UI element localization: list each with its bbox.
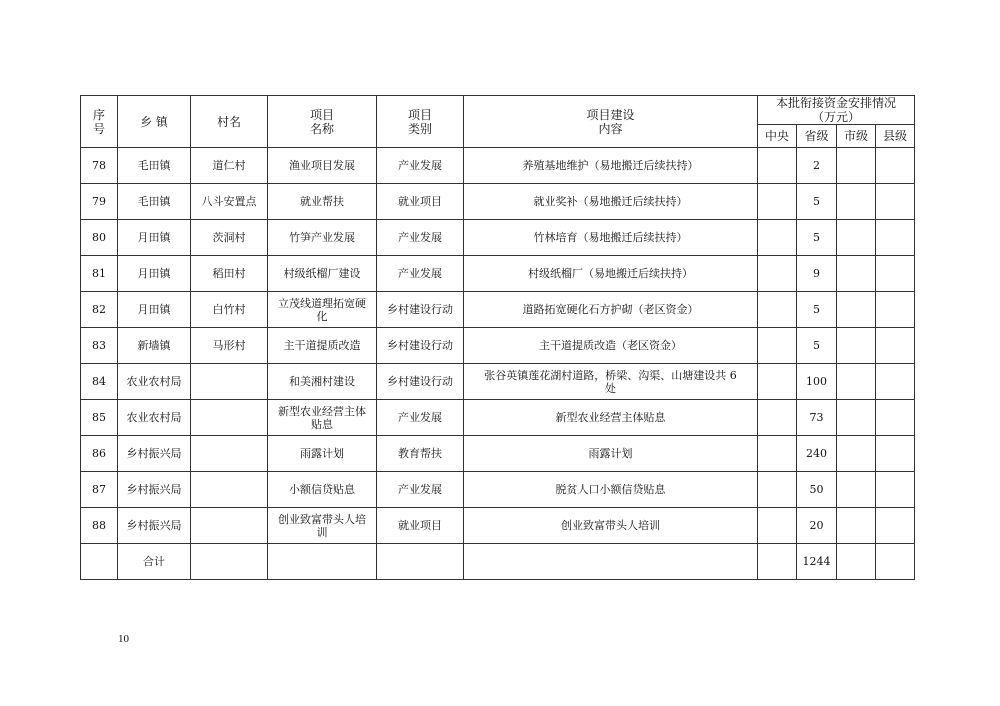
cell-project-type: 就业项目 <box>377 508 464 544</box>
cell-provincial: 5 <box>797 292 837 328</box>
cell-project-name: 小额信贷贴息 <box>268 472 377 508</box>
cell-project-type: 教育帮扶 <box>377 436 464 472</box>
cell-city <box>837 256 876 292</box>
table-row <box>81 256 915 292</box>
cell-project-content: 道路拓宽硬化石方护砌（老区资金） <box>464 292 758 328</box>
cell-village: 马形村 <box>191 328 268 364</box>
cell-project-content: 就业奖补（易地搬迁后续扶持） <box>464 184 758 220</box>
cell-village: 白竹村 <box>191 292 268 328</box>
cell-project-type: 乡村建设行动 <box>377 328 464 364</box>
cell-project-type: 就业项目 <box>377 184 464 220</box>
cell-central <box>758 292 797 328</box>
cell-seq: 88 <box>81 508 118 544</box>
header-town: 乡 镇 <box>118 96 191 148</box>
cell-provincial: 20 <box>797 508 837 544</box>
cell-seq: 82 <box>81 292 118 328</box>
cell-county <box>876 472 915 508</box>
cell-project-name: 创业致富带头人培 训 <box>268 508 377 544</box>
cell-village: 茨洞村 <box>191 220 268 256</box>
cell-seq: 86 <box>81 436 118 472</box>
cell-village: 稻田村 <box>191 256 268 292</box>
cell-central <box>758 184 797 220</box>
table-row <box>81 148 915 184</box>
table-row <box>81 292 915 328</box>
cell-town: 乡村振兴局 <box>118 436 191 472</box>
cell-provincial: 1244 <box>797 544 837 580</box>
cell-central <box>758 400 797 436</box>
cell-seq: 81 <box>81 256 118 292</box>
cell-provincial: 5 <box>797 184 837 220</box>
cell-village <box>191 508 268 544</box>
cell-seq: 87 <box>81 472 118 508</box>
cell-seq: 80 <box>81 220 118 256</box>
cell-central <box>758 364 797 400</box>
cell-project-type: 乡村建设行动 <box>377 292 464 328</box>
cell-project-name <box>268 544 377 580</box>
cell-village: 道仁村 <box>191 148 268 184</box>
cell-provincial: 100 <box>797 364 837 400</box>
cell-project-name: 主干道提质改造 <box>268 328 377 364</box>
cell-project-type: 产业发展 <box>377 400 464 436</box>
header-seq: 序 号 <box>81 96 118 148</box>
cell-town: 乡村振兴局 <box>118 472 191 508</box>
cell-city <box>837 220 876 256</box>
cell-project-type <box>377 544 464 580</box>
cell-county <box>876 436 915 472</box>
cell-provincial: 73 <box>797 400 837 436</box>
cell-project-content: 新型农业经营主体贴息 <box>464 400 758 436</box>
cell-town: 乡村振兴局 <box>118 508 191 544</box>
cell-county <box>876 184 915 220</box>
cell-county <box>876 148 915 184</box>
cell-city <box>837 472 876 508</box>
cell-project-content: 村级纸榴厂（易地搬迁后续扶持） <box>464 256 758 292</box>
cell-project-name: 村级纸榴厂建设 <box>268 256 377 292</box>
cell-city <box>837 400 876 436</box>
cell-town: 新墙镇 <box>118 328 191 364</box>
cell-project-name: 和美湘村建设 <box>268 364 377 400</box>
cell-city <box>837 436 876 472</box>
cell-town: 月田镇 <box>118 256 191 292</box>
cell-seq: 83 <box>81 328 118 364</box>
cell-seq: 84 <box>81 364 118 400</box>
cell-central <box>758 148 797 184</box>
table-row <box>81 508 915 544</box>
cell-town: 毛田镇 <box>118 184 191 220</box>
cell-project-name: 竹笋产业发展 <box>268 220 377 256</box>
cell-seq <box>81 544 118 580</box>
cell-central <box>758 328 797 364</box>
page-number: 10 <box>118 633 129 645</box>
cell-central <box>758 436 797 472</box>
cell-village <box>191 400 268 436</box>
header-provincial: 省级 <box>797 125 837 148</box>
cell-city <box>837 292 876 328</box>
cell-project-content: 张谷英镇莲花湖村道路，桥梁、沟渠、山塘建设共 6 处 <box>464 364 758 400</box>
cell-town: 农业农村局 <box>118 400 191 436</box>
cell-project-content: 创业致富带头人培训 <box>464 508 758 544</box>
header-funding: 本批衔接资金安排情况 （万元） <box>758 96 915 125</box>
cell-village <box>191 544 268 580</box>
cell-project-name: 新型农业经营主体 贴息 <box>268 400 377 436</box>
cell-provincial: 240 <box>797 436 837 472</box>
cell-project-type: 产业发展 <box>377 148 464 184</box>
cell-town: 月田镇 <box>118 292 191 328</box>
cell-city <box>837 508 876 544</box>
funding-table-container <box>80 95 914 580</box>
cell-project-name: 立茂线道理拓宽硬 化 <box>268 292 377 328</box>
cell-county <box>876 292 915 328</box>
header-village: 村名 <box>191 96 268 148</box>
cell-project-content: 雨露计划 <box>464 436 758 472</box>
header-project-content: 项目建设 内容 <box>464 96 758 148</box>
cell-village <box>191 364 268 400</box>
cell-county <box>876 328 915 364</box>
cell-seq: 85 <box>81 400 118 436</box>
header-project-name: 项目 名称 <box>268 96 377 148</box>
cell-project-content: 竹林培育（易地搬迁后续扶持） <box>464 220 758 256</box>
cell-provincial: 2 <box>797 148 837 184</box>
cell-county <box>876 364 915 400</box>
cell-project-name: 雨露计划 <box>268 436 377 472</box>
cell-provincial: 5 <box>797 220 837 256</box>
cell-project-type: 产业发展 <box>377 220 464 256</box>
header-city: 市级 <box>837 125 876 148</box>
cell-project-content <box>464 544 758 580</box>
cell-project-type: 产业发展 <box>377 256 464 292</box>
cell-town: 农业农村局 <box>118 364 191 400</box>
cell-project-content: 养殖基地维护（易地搬迁后续扶持） <box>464 148 758 184</box>
cell-city <box>837 148 876 184</box>
cell-county <box>876 220 915 256</box>
cell-city <box>837 364 876 400</box>
cell-central <box>758 508 797 544</box>
cell-project-content: 主干道提质改造（老区资金） <box>464 328 758 364</box>
cell-county <box>876 544 915 580</box>
cell-project-name: 渔业项目发展 <box>268 148 377 184</box>
header-county: 县级 <box>876 125 915 148</box>
cell-town: 毛田镇 <box>118 148 191 184</box>
cell-city <box>837 328 876 364</box>
cell-provincial: 5 <box>797 328 837 364</box>
header-central: 中央 <box>758 125 797 148</box>
cell-project-name: 就业帮扶 <box>268 184 377 220</box>
cell-village: 八斗安置点 <box>191 184 268 220</box>
funding-table <box>80 95 915 580</box>
table-row <box>81 400 915 436</box>
cell-provincial: 9 <box>797 256 837 292</box>
cell-village <box>191 436 268 472</box>
cell-town: 合计 <box>118 544 191 580</box>
cell-county <box>876 400 915 436</box>
cell-project-content: 脱贫人口小额信贷贴息 <box>464 472 758 508</box>
cell-seq: 78 <box>81 148 118 184</box>
cell-central <box>758 472 797 508</box>
cell-county <box>876 508 915 544</box>
cell-city <box>837 544 876 580</box>
cell-city <box>837 184 876 220</box>
header-project-type: 项目 类别 <box>377 96 464 148</box>
table-row <box>81 364 915 400</box>
cell-county <box>876 256 915 292</box>
cell-central <box>758 544 797 580</box>
header-row-1 <box>81 96 915 125</box>
table-row <box>81 184 915 220</box>
cell-town: 月田镇 <box>118 220 191 256</box>
cell-central <box>758 220 797 256</box>
total-row <box>81 544 915 580</box>
table-row <box>81 328 915 364</box>
table-row <box>81 472 915 508</box>
cell-project-type: 产业发展 <box>377 472 464 508</box>
cell-provincial: 50 <box>797 472 837 508</box>
table-row <box>81 436 915 472</box>
cell-central <box>758 256 797 292</box>
cell-village <box>191 472 268 508</box>
table-body <box>81 148 915 580</box>
cell-project-type: 乡村建设行动 <box>377 364 464 400</box>
table-row <box>81 220 915 256</box>
cell-seq: 79 <box>81 184 118 220</box>
